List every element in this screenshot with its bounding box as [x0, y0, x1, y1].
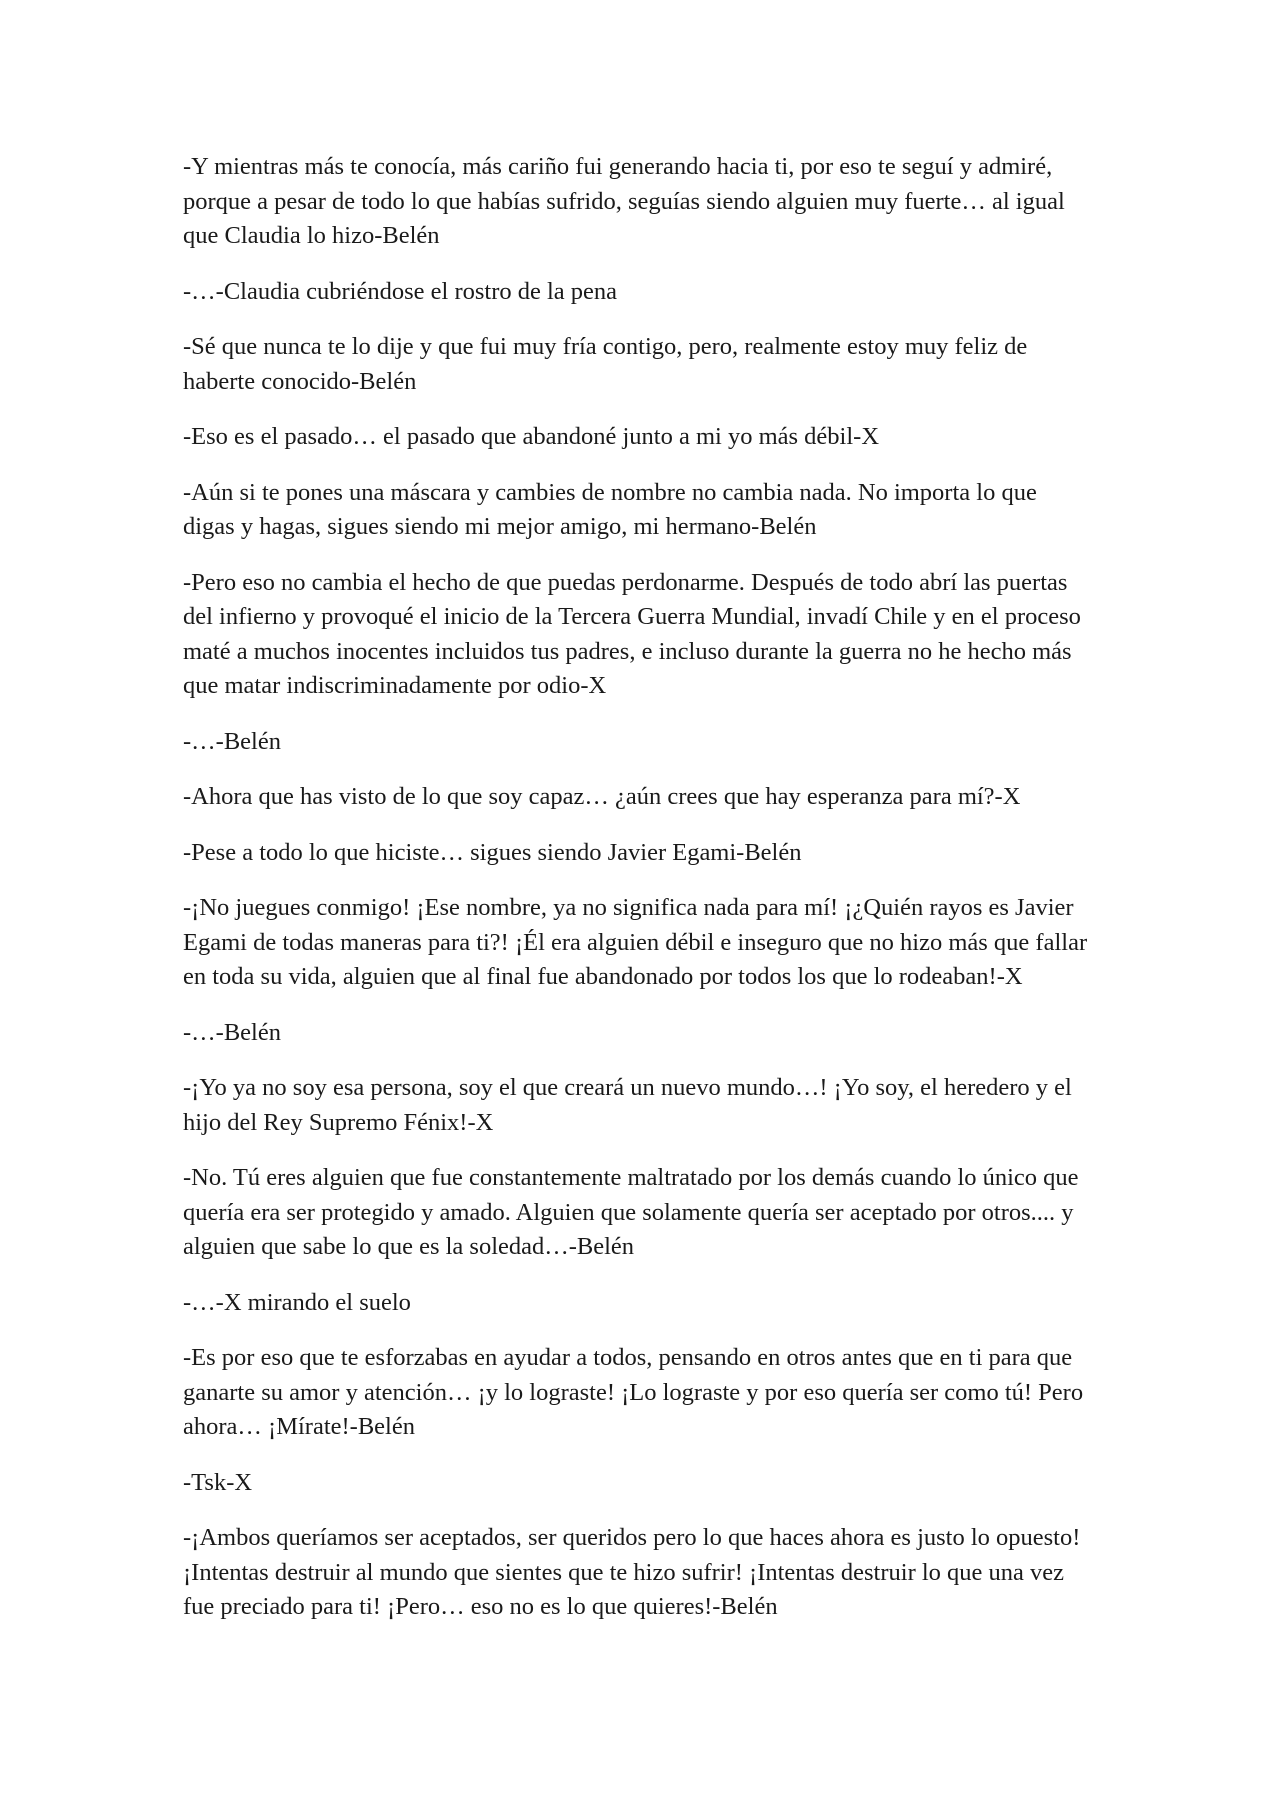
- paragraph: -…-Belén: [183, 1018, 281, 1046]
- paragraph: -No. Tú eres alguien que fue constantemente maltratado por los demás cuando lo único que quería era ser protegido y amado. Alguien que solamente quería ser aceptado por otros.... y alguien que sabe lo que es la soledad…-Belén: [183, 1164, 1079, 1260]
- paragraph: -…-Belén: [183, 727, 281, 755]
- paragraph: -…-Claudia cubriéndose el rostro de la pena: [183, 277, 618, 305]
- paragraph: -Eso es el pasado… el pasado que abandoné junto a mi yo más débil-X: [183, 423, 880, 450]
- paragraph: -Y mientras más te conocía, más cariño fui generando hacia ti, por eso te seguí y admiré, porque a pesar de todo lo que habías sufrido, seguías siendo alguien muy fuerte… al igual que Claudia lo hizo-Belén: [183, 153, 1065, 249]
- paragraph: -Tsk-X: [183, 1468, 253, 1496]
- paragraph: -¡Ambos queríamos ser aceptados, ser queridos pero lo que haces ahora es justo lo opuesto! ¡Intentas destruir al mundo que sientes que te hizo sufrir! ¡Intentas destruir lo que una vez fue preciado para ti! ¡Pero… eso no es lo que quieres!-Belén: [183, 1524, 1081, 1620]
- paragraph: -…-X mirando el suelo: [183, 1288, 411, 1316]
- paragraph: -¡No juegues conmigo! ¡Ese nombre, ya no significa nada para mí! ¡¿Quién rayos es Javier Egami de todas maneras para ti?! ¡Él era alguien débil e inseguro que no hizo más que fallar en toda su vida, alguien que al final fue abandonado por todos los que lo rodeaban!-X: [183, 894, 1088, 990]
- document-body: [183, 150, 1093, 1646]
- paragraph: -Es por eso que te esforzabas en ayudar a todos, pensando en otros antes que en ti para que ganarte su amor y atención… ¡y lo lograste! ¡Lo lograste y por eso quería ser como tú! Pero ahora… ¡Mírate!-Belén: [183, 1344, 1084, 1440]
- paragraph: -Pero eso no cambia el hecho de que puedas perdonarme. Después de todo abrí las puertas del infierno y provoqué el inicio de la Tercera Guerra Mundial, invadí Chile y en el proceso maté a muchos inocentes incluidos tus padres, e incluso durante la guerra no he hecho más que matar indiscriminadamente por odio-X: [183, 568, 1081, 699]
- paragraph: -¡Yo ya no soy esa persona, soy el que creará un nuevo mundo…! ¡Yo soy, el heredero y el hijo del Rey Supremo Fénix!-X: [183, 1074, 1072, 1136]
- paragraph: -Sé que nunca te lo dije y que fui muy fría contigo, pero, realmente estoy muy feliz de haberte conocido-Belén: [183, 333, 1028, 395]
- paragraph: -Ahora que has visto de lo que soy capaz… ¿aún crees que hay esperanza para mí?-X: [183, 783, 1021, 810]
- paragraph: -Pese a todo lo que hiciste… sigues siendo Javier Egami-Belén: [183, 838, 802, 866]
- paragraph: -Aún si te pones una máscara y cambies de nombre no cambia nada. No importa lo que digas y hagas, sigues siendo mi mejor amigo, mi hermano-Belén: [183, 478, 1037, 540]
